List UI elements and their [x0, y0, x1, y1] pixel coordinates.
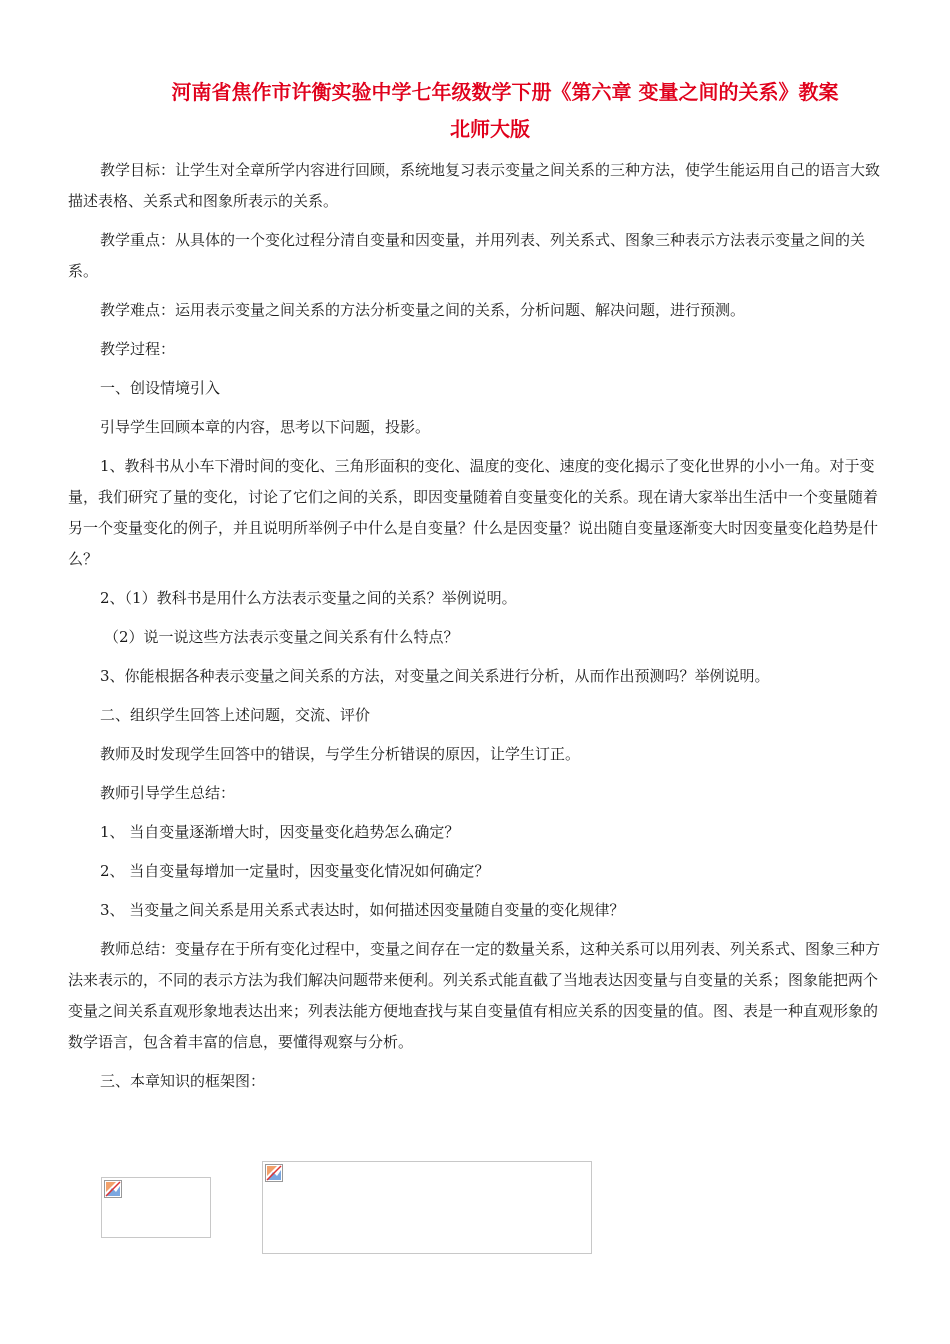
question-1: 1、教科书从小车下滑时间的变化、三角形面积的变化、温度的变化、速度的变化揭示了变化世界的小小一角。对于变量，我们研究了量的变化，讨论了它们之间的关系，即因变量随着自变量变化的关系。现在请大家举出生活中一个变量随着另一个变量变化的例子，并且说明所举例子中什么是自变量？什么是因变量？说出随自变量逐渐变大时因变量变化趋势是什么？ [68, 457, 879, 568]
title-line-1: 河南省焦作市许衡实验中学七年级数学下册《第六章 变量之间的关系》教案 [171, 80, 839, 104]
framework-image-large [262, 1161, 592, 1254]
question-3: 3、你能根据各种表示变量之间关系的方法，对变量之间关系进行分析，从而作出预测吗？举例说明。 [100, 667, 770, 685]
section-heading-2: 二、组织学生回答上述问题，交流、评价 [100, 706, 371, 724]
summary-item-3: 3、 当变量之间关系是用关系式表达时，如何描述因变量随自变量的变化规律？ [100, 901, 625, 919]
question-2-part-2: （2）说一说这些方法表示变量之间关系有什么特点？ [104, 628, 459, 646]
summary-item-2: 2、 当自变量每增加一定量时，因变量变化情况如何确定？ [100, 862, 490, 880]
section-heading-3: 三、本章知识的框架图： [100, 1072, 266, 1090]
paragraph-teacher-summary: 教师总结：变量存在于所有变化过程中，变量之间存在一定的数量关系，这种关系可以用列表、列关系式、图象三种方法来表示的，不同的表示方法为我们解决问题带来便利。列关系式能直截了当地表达因变量与自变量的关系；图象能把两个变量之间关系直观形象地表达出来；列表法能方便地查找与某自变量值有相应关系的因变量的值。图、表是一种直观形象的数学语言，包含着丰富的信息，要懂得观察与分析。 [68, 940, 881, 1051]
summary-item-1: 1、 当自变量逐渐增大时，因变量变化趋势怎么确定？ [100, 823, 460, 841]
broken-image-icon [104, 1180, 122, 1198]
paragraph-guide: 引导学生回顾本章的内容，思考以下问题，投影。 [100, 418, 431, 436]
paragraph-key-points: 教学重点：从具体的一个变化过程分清自变量和因变量，并用列表、列关系式、图象三种表示方法表示变量之间的关系。 [68, 231, 866, 280]
paragraph-objectives: 教学目标：让学生对全章所学内容进行回顾，系统地复习表示变量之间关系的三种方法，使学生能运用自己的语言大致描述表格、关系式和图象所表示的关系。 [68, 161, 881, 210]
paragraph-process-heading: 教学过程： [100, 340, 176, 358]
broken-image-icon [265, 1164, 283, 1182]
paragraph-summary-heading: 教师引导学生总结： [100, 784, 236, 802]
paragraph-teacher-feedback: 教师及时发现学生回答中的错误，与学生分析错误的原因，让学生订正。 [100, 745, 581, 763]
document-title [60, 74, 920, 148]
question-2-part-1: 2、（1）教科书是用什么方法表示变量之间的关系？举例说明。 [100, 589, 517, 607]
framework-image-small [101, 1177, 211, 1238]
title-line-2: 北师大版 [450, 117, 530, 141]
document-body [68, 155, 888, 1105]
section-heading-1: 一、创设情境引入 [100, 379, 221, 397]
paragraph-difficulties: 教学难点：运用表示变量之间关系的方法分析变量之间的关系，分析问题、解决问题，进行预测。 [100, 301, 746, 319]
